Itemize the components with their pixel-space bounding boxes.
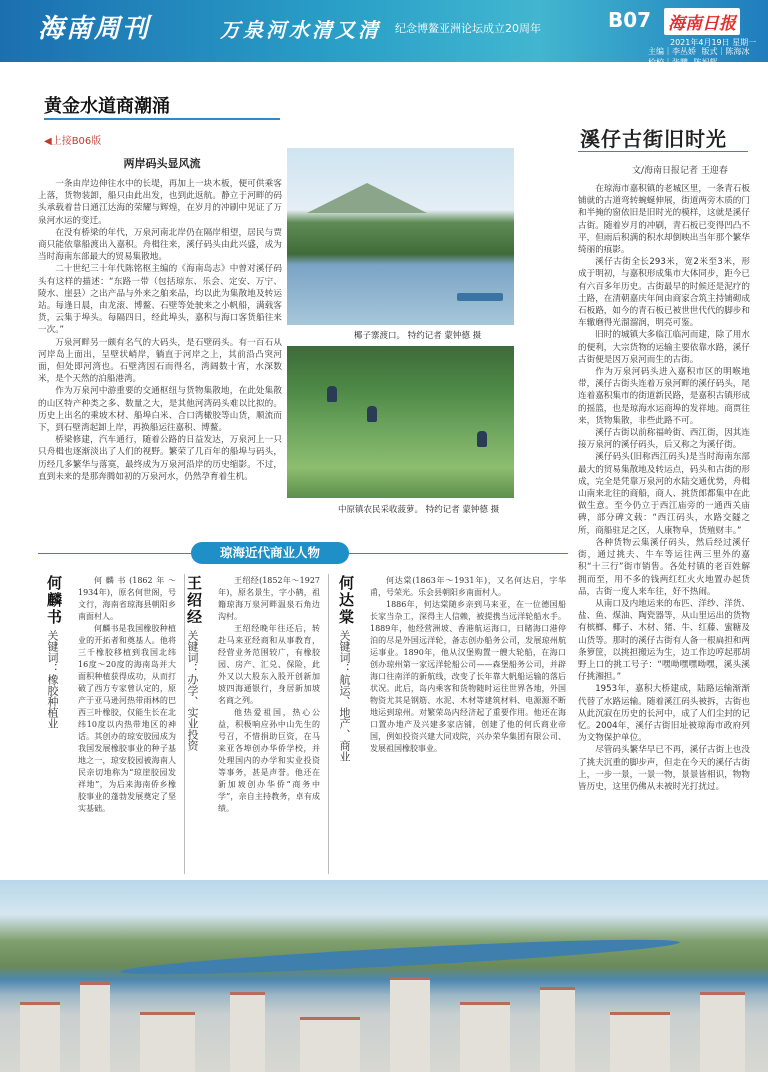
paragraph: 何麟书(1862年～1934年)，原名何世阁，号文行，海南省琼海县朝阳乡南面村人。 bbox=[78, 576, 176, 621]
paragraph: 作为万泉河码头进入嘉积市区的明喉地带，溪仔古街头连着万泉河畔的溪仔码头，尾连着嘉积集市的街道新民路，是嘉积古镇形成的摇篮，也是琼海水运商埠的发祥地。商贾往来，货物集散，非些此路不可。 bbox=[578, 367, 750, 426]
paragraph: 1886年，何达棠随乡亲到马来亚，在一位德国船长家当杂工，深得主人信赖，被提携当远洋轮船水手。1889年，他经营洲坡、香港航运海口，日睹海口港停泊的尽是外国远洋轮，备志创办船务公司，发展琼州航运事业。1890年，他从汉堡购置一艘大轮船，在海口创办琼州第一家远洋轮船公司——森堡船务公司，并辟海口往南洋的新航线，改变了长年靠大帆船运输的落后状况。此后，岛内乘客和货物随时运往世界各地，外国物资尤其是钢筋、水泥、木材等建筑材料、电源源不断地运到琼州。对繁荣岛内经济起了重要作用。他还在海口置办地产及兴建多家店铺，创建了他的何氏商业帝国，例如投资兴建大同戏院，兴办荣华集团有限公司、发展祖国橡胶事业。 bbox=[370, 600, 566, 753]
title-divider bbox=[44, 118, 280, 120]
paragraph: 溪仔古街以前称福岭街、西江街，因其连接万泉河的溪仔码头，后又称之为溪仔街。 bbox=[578, 428, 750, 451]
header-slogan: 万泉河水清又清 bbox=[220, 18, 381, 42]
person-keywords: 关键词：橡胶种植业 bbox=[46, 630, 59, 729]
paragraph: 王绍经(1852年～1927年)，原名景生，字小鹤，祖籍琼海万泉河畔温泉石角边沟村。 bbox=[218, 576, 320, 621]
paragraph: 溪仔古街全长293米，宽2米至3米，形成于明初，与嘉积形成集市大体同步，距今已有六百多年历史。古街最早的时候还是泥疗的土路，在清朝嘉庆年间由商家合筑主持铺砌成石板路，如今的青石板已被世世代代的脚步和车辙磨得光溜溜润，明亮可鉴。 bbox=[578, 257, 750, 329]
brand-logo: 海南周刊 bbox=[38, 14, 151, 44]
photo-caption: 椰子寨渡口。 特约记者 蒙钟德 摄 bbox=[354, 331, 482, 341]
person-name: 何麟书 bbox=[45, 575, 63, 626]
byline: 文/海南日报记者 王迎春 bbox=[632, 166, 728, 176]
person-bio bbox=[218, 575, 320, 815]
person-header bbox=[184, 575, 205, 751]
person-header bbox=[44, 575, 65, 729]
person-keywords: 关键词：办学、实业投资 bbox=[186, 630, 199, 751]
paragraph: 何达棠(1863年～1931年)，又名何达启，字华甫，号荣光。乐会县朝阳乡南面村人。 bbox=[370, 576, 566, 597]
paragraph: 何麟书是我国橡胶种植业的开拓者和奠基人。他将三千橡胶移植到我国北纬16度～20度的海南岛并大面积种植获得成功，从而打破了西方专家曾认定的，原产于亚马逊河热带雨林的巴西三叶橡胶，仅能生长在北纬10度以内热带地区的神话。其创办的琼安胶园成为我国发展橡胶事业的种子基地之一，琼安胶园被海南人民亲切地称为“琼崖胶园发祥地”，为后来海南侨乡橡胶事业的蓬勃发展奠定了坚实基础。 bbox=[78, 624, 176, 813]
mountain-shape bbox=[307, 183, 427, 213]
farmer-figure bbox=[327, 386, 337, 402]
paragraph: 1953年，嘉积大桥建成，陆路运输渐渐代替了水路运输。随着溪江码头被拆，古街也从此沉寂在历史的长河中，成了人们尘封的记忆。2004年，溪仔古街旧址被琼海市政府列为文物保护单位。 bbox=[578, 684, 750, 744]
editor-credits bbox=[648, 46, 766, 68]
person-keywords: 关键词：航运、地产、商业 bbox=[338, 630, 351, 762]
paragraph: 溪仔码头(旧称西江码头)是当时海南东部最大的贸易集散地及转运点，码头和古街的形成，完全是凭靠万泉河的水陆交通优势，舟楫山南来北往的商船，商人、挑货郎都集中在此做生意。至今仍立于西江庙旁的一通西关庙碑，部分碑文载：“西江码头，水路交隧之所，商船驻足之区，人康物阜，货殖财丰。” bbox=[578, 452, 750, 536]
right-article-title: 溪仔古街旧时光 bbox=[580, 127, 727, 151]
farmer-figure bbox=[477, 431, 487, 447]
building-shape bbox=[610, 1012, 670, 1072]
paragraph: 作为万泉河中游重要的交通枢纽与货物集散地，在此处集散的山区特产种类之多、数量之大，是其他河湾码头难以比拟的。历史上出名的乘坡木材、船埠白米、合口湾橄胶等山货，顺流而下，到石壁湾起卸上岸，再换船运往嘉积、博鳌。 bbox=[38, 386, 282, 434]
header-subtitle: 纪念博鳌亚洲论坛成立20周年 bbox=[395, 22, 541, 35]
ferry-photo bbox=[287, 148, 514, 325]
credit-item: 陈旭辉 bbox=[693, 58, 718, 67]
paragraph: 在没有桥梁的年代，万泉河南北岸仍在隔岸相望，居民与贾商只能依靠船渡出入嘉积。舟楫往来，溪仔码头由此兴盛，成为当时海南东部最大的贸易集散地。 bbox=[38, 227, 282, 263]
building-shape bbox=[230, 992, 265, 1072]
credit-item: 检校｜张鹏 bbox=[648, 58, 688, 67]
issue-date: 2021年4月19日 星期一 bbox=[670, 38, 757, 47]
page-number: B07 bbox=[608, 8, 652, 32]
continued-from-link[interactable]: ◀上接B06版 bbox=[44, 136, 102, 147]
left-article-title: 黄金水道商潮涌 bbox=[44, 96, 170, 117]
title-divider bbox=[578, 151, 748, 152]
building-shape bbox=[460, 1002, 510, 1072]
person-bio bbox=[78, 575, 176, 815]
paragraph: 在琼海市嘉积镇的老城区里，一条青石板铺就的古道弯转蜿蜒伸展，街道两旁木质的门和半掩的窗依旧是旧时光的模样，这就是溪仔古街。随着岁月的冲刷，青石板已变得凹凸不平，但雨后积满的积水却倒映出当年那个繁华绮丽的痕影。 bbox=[578, 184, 750, 256]
building-shape bbox=[390, 977, 430, 1072]
building-shape bbox=[700, 992, 745, 1072]
building-shape bbox=[140, 1012, 195, 1072]
paragraph: 万泉河畔另一颇有名气的大码头，是石壁码头。有一百石从河岸岛上面出，呈壁状峭岸，躺直于河岸之上，其前沿凸突河面，但处即河湾也。石壁湾因石而得名，湾阔数十宵，水深数米，是个天然的泊船港湾。 bbox=[38, 337, 282, 385]
building-shape bbox=[540, 987, 575, 1072]
paragraph: 从南口及内地运来的布匹、洋纱、洋货、盐、鱼、煤油、陶瓷器等，从山里运出的货物有槟榔、椰子、木材、猪、牛、红藤、蜜糖及山货等。那时的溪仔古街有人备一根扁担和两条箩筐，以挑担搬运为生，边工作边哼起那胡野上口的挑工号子：“嘿呦嘿嘿呦嘿，溪头溪仔挑湘担。” bbox=[578, 598, 750, 683]
boat-shape bbox=[457, 293, 503, 301]
paragraph: 旧时的城镇大多临江临河而建，除了用水的便利，大宗货物的运输主要依靠水路，溪仔古街便是因万泉河而生的古街。 bbox=[578, 330, 750, 365]
right-article-body bbox=[578, 183, 750, 793]
building-shape bbox=[300, 1017, 360, 1072]
paragraph: 尽管码头繁华早已不再，溪仔古街上也没了挑夫沉重的脚步声，但走在今天的溪仔古街上，一步一景，一景一物，景景皆相识，物物皆历史，这里仍佛从未被时光打扰过。 bbox=[578, 745, 750, 792]
paper-name: 海南日报 bbox=[664, 8, 740, 35]
person-bio bbox=[370, 575, 566, 755]
section-title: 琼海近代商业人物 bbox=[191, 542, 349, 564]
masthead bbox=[0, 0, 768, 67]
paragraph: 王绍经晚年往还后，转赴马来亚经商和从事教育，经营业务范围较广，有橡胶园、房产、汇兑、保险，此外又以大股东入股开创新加坡四海通银行，身居新加坡名商之列。 bbox=[218, 624, 320, 705]
paragraph: 一条由岸边伸往水中的长堤，再加上一块木板，便可供乘客上落，货物装卸，船只由此出发，也到此返航。静立于河畔的码头承载着昔日通江达海的荣耀与辉煌，在岁月的冲刷中见证了万泉河水运的变迁。 bbox=[38, 179, 282, 226]
column-divider bbox=[328, 574, 329, 874]
person-name: 何达棠 bbox=[337, 575, 355, 626]
paragraph: 二十世纪三十年代陈铭枢主编的《海南岛志》中曾对溪仔码头有这样的描述：“东路一带（包括琼东、乐会、定安、万宁、陵水、崖县）之出产品与外来之舶来品，均以此为集散地及转运站。每逢日晨，由龙滚、博鳌、石壁等处驶来之小帆船，满载客货，云集于埠头。每隔四日，经此埠头，嘉积与海口客货船往来一次。” bbox=[38, 264, 282, 336]
credit-item: 版式｜陈海冰 bbox=[701, 47, 750, 56]
photo-caption: 中原镇农民采收菠萝。 特约记者 蒙钟德 摄 bbox=[338, 505, 500, 515]
left-article-subhead: 两岸码头显风流 bbox=[123, 157, 201, 170]
farmer-figure bbox=[367, 406, 377, 422]
building-shape bbox=[20, 1002, 60, 1072]
paragraph: 桥梁修建，汽车通行，随着公路的日益发达，万泉河上一只只舟楫也逐渐淡出了人们的视野。繁荣了几百年的船埠与码头，历经几多繁华与落寞，最终成为万泉河沿岸的历史缩影。不过，直到未来的是那奔腾如初的万泉河水，仍然孕育着生机。 bbox=[38, 435, 282, 482]
person-header bbox=[336, 575, 357, 762]
credit-item: 主编｜李丛娇 bbox=[648, 47, 696, 56]
river-shape bbox=[120, 933, 680, 980]
city-aerial-photo bbox=[0, 880, 768, 1072]
person-name: 王绍经 bbox=[185, 575, 203, 626]
left-article-body bbox=[38, 178, 282, 483]
paragraph: 各种货物云集溪仔码头，然后经过溪仔街，通过挑夫、牛车等运往两三里外的嘉积“十三行”街市销售。各处村镇的老百姓解拥而至，用不多的钱两红红火火地置办起货品，古街一度人来车往，好不热闹。 bbox=[578, 537, 750, 597]
pineapple-harvest-photo bbox=[287, 346, 514, 498]
building-shape bbox=[80, 982, 110, 1072]
paragraph: 他热爱祖国，热心公益，积极响应孙中山先生的号召，不惜捐助巨资，在马来亚各埠创办华侨学校，并处理国内的办学和实业投资等事务，甚是声誉。他还在新加坡创办华侨“商务中学”，亲自主持教务，卓有成绩。 bbox=[218, 708, 320, 813]
